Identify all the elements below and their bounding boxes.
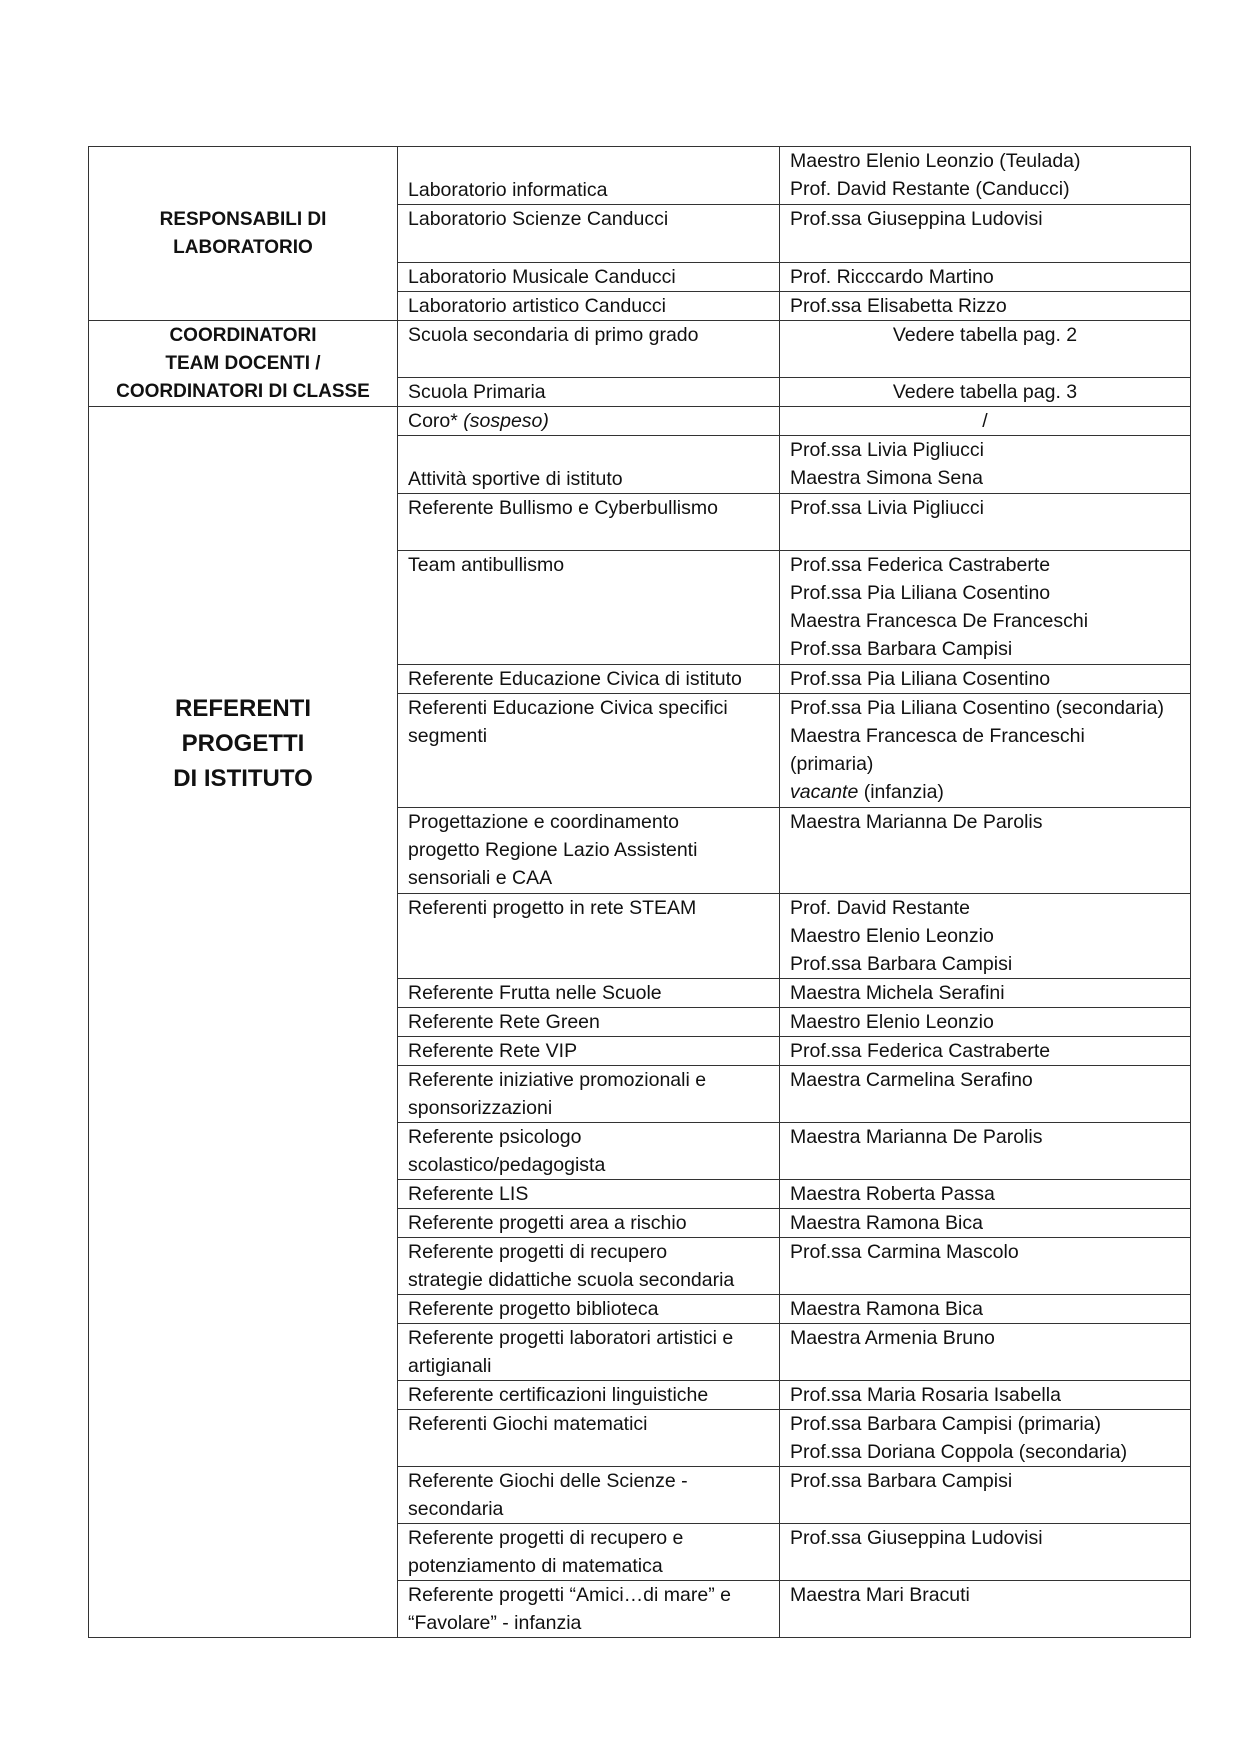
activity-cell: Laboratorio artistico Canducci: [398, 292, 780, 321]
persons-cell: Vedere tabella pag. 2: [780, 321, 1191, 378]
persons-cell: Maestra Michela Serafini: [780, 979, 1191, 1008]
persons-cell: Prof.ssa Carmina Mascolo: [780, 1238, 1191, 1295]
activity-cell: Referente Giochi delle Scienze - secondaria: [398, 1467, 780, 1524]
persons-cell: Prof.ssa Federica Castraberte Prof.ssa Pia Liliana Cosentino Maestra Francesca De Franceschi Prof.ssa Barbara Campisi: [780, 551, 1191, 665]
activity-cell: Referente iniziative promozionali e sponsorizzazioni: [398, 1066, 780, 1123]
persons-cell: Prof.ssa Pia Liliana Cosentino: [780, 665, 1191, 694]
persons-cell: Prof.ssa Elisabetta Rizzo: [780, 292, 1191, 321]
table-row: [89, 407, 1191, 436]
activity-cell: Progettazione e coordinamento progetto Regione Lazio Assistenti sensoriali e CAA: [398, 808, 780, 894]
persons-cell: Prof.ssa Maria Rosaria Isabella: [780, 1381, 1191, 1410]
activity-cell: Laboratorio Scienze Canducci: [398, 205, 780, 263]
activity-cell: Referente LIS: [398, 1180, 780, 1209]
activity-cell: Referente progetti “Amici…di mare” e “Favolare” - infanzia: [398, 1581, 780, 1638]
activity-cell: Referente progetti di recupero e potenziamento di matematica: [398, 1524, 780, 1581]
activity-cell: Referenti progetto in rete STEAM: [398, 894, 780, 979]
persons-cell: Maestra Marianna De Parolis: [780, 1123, 1191, 1180]
group-title-laboratorio: RESPONSABILI DI LABORATORIO: [89, 147, 398, 321]
group-title-coordinatori: COORDINATORI TEAM DOCENTI / COORDINATORI DI CLASSE: [89, 321, 398, 407]
activity-cell: Referente certificazioni linguistiche: [398, 1381, 780, 1410]
activity-cell: Referente Rete VIP: [398, 1037, 780, 1066]
persons-cell: Maestra Marianna De Parolis: [780, 808, 1191, 894]
group-title-referenti: REFERENTI PROGETTI DI ISTITUTO: [89, 407, 398, 1638]
persons-cell: Maestra Roberta Passa: [780, 1180, 1191, 1209]
persons-cell: Prof.ssa Livia Pigliucci Maestra Simona Sena: [780, 436, 1191, 494]
persons-cell: Maestro Elenio Leonzio: [780, 1008, 1191, 1037]
persons-cell: Maestra Ramona Bica: [780, 1209, 1191, 1238]
persons-cell: /: [780, 407, 1191, 436]
persons-cell: Maestra Carmelina Serafino: [780, 1066, 1191, 1123]
persons-cell: Prof. David Restante Maestro Elenio Leonzio Prof.ssa Barbara Campisi: [780, 894, 1191, 979]
activity-cell: Laboratorio informatica: [398, 147, 780, 205]
persons-cell: Prof.ssa Federica Castraberte: [780, 1037, 1191, 1066]
assignments-table: [88, 146, 1191, 1638]
activity-cell: Referenti Giochi matematici: [398, 1410, 780, 1467]
activity-cell: Referente progetto biblioteca: [398, 1295, 780, 1324]
activity-cell: Referente Bullismo e Cyberbullismo: [398, 494, 780, 551]
activity-cell: Referente Rete Green: [398, 1008, 780, 1037]
persons-cell: Vedere tabella pag. 3: [780, 378, 1191, 407]
persons-cell: Prof.ssa Giuseppina Ludovisi: [780, 1524, 1191, 1581]
activity-cell: Referente progetti di recupero strategie didattiche scuola secondaria: [398, 1238, 780, 1295]
persons-cell: Maestro Elenio Leonzio (Teulada) Prof. David Restante (Canducci): [780, 147, 1191, 205]
activity-cell: Team antibullismo: [398, 551, 780, 665]
persons-cell: Maestra Mari Bracuti: [780, 1581, 1191, 1638]
activity-cell: Referente Frutta nelle Scuole: [398, 979, 780, 1008]
activity-cell: Scuola secondaria di primo grado: [398, 321, 780, 378]
table-row: [89, 321, 1191, 378]
activity-cell: Referente psicologo scolastico/pedagogista: [398, 1123, 780, 1180]
persons-cell: Prof.ssa Pia Liliana Cosentino (secondaria) Maestra Francesca de Franceschi (primaria) vacante (infanzia): [780, 694, 1191, 808]
activity-cell: Laboratorio Musicale Canducci: [398, 263, 780, 292]
persons-cell: Maestra Armenia Bruno: [780, 1324, 1191, 1381]
activity-cell: Coro* (sospeso): [398, 407, 780, 436]
activity-cell: Referente progetti laboratori artistici e artigianali: [398, 1324, 780, 1381]
activity-cell: Referenti Educazione Civica specifici segmenti: [398, 694, 780, 808]
activity-cell: Attività sportive di istituto: [398, 436, 780, 494]
persons-cell: Prof.ssa Giuseppina Ludovisi: [780, 205, 1191, 263]
persons-cell: Prof. Ricccardo Martino: [780, 263, 1191, 292]
persons-cell: Prof.ssa Barbara Campisi: [780, 1467, 1191, 1524]
persons-cell: Maestra Ramona Bica: [780, 1295, 1191, 1324]
persons-cell: Prof.ssa Barbara Campisi (primaria) Prof.ssa Doriana Coppola (secondaria): [780, 1410, 1191, 1467]
activity-cell: Referente progetti area a rischio: [398, 1209, 780, 1238]
persons-cell: Prof.ssa Livia Pigliucci: [780, 494, 1191, 551]
table-row: [89, 147, 1191, 205]
activity-cell: Referente Educazione Civica di istituto: [398, 665, 780, 694]
activity-cell: Scuola Primaria: [398, 378, 780, 407]
